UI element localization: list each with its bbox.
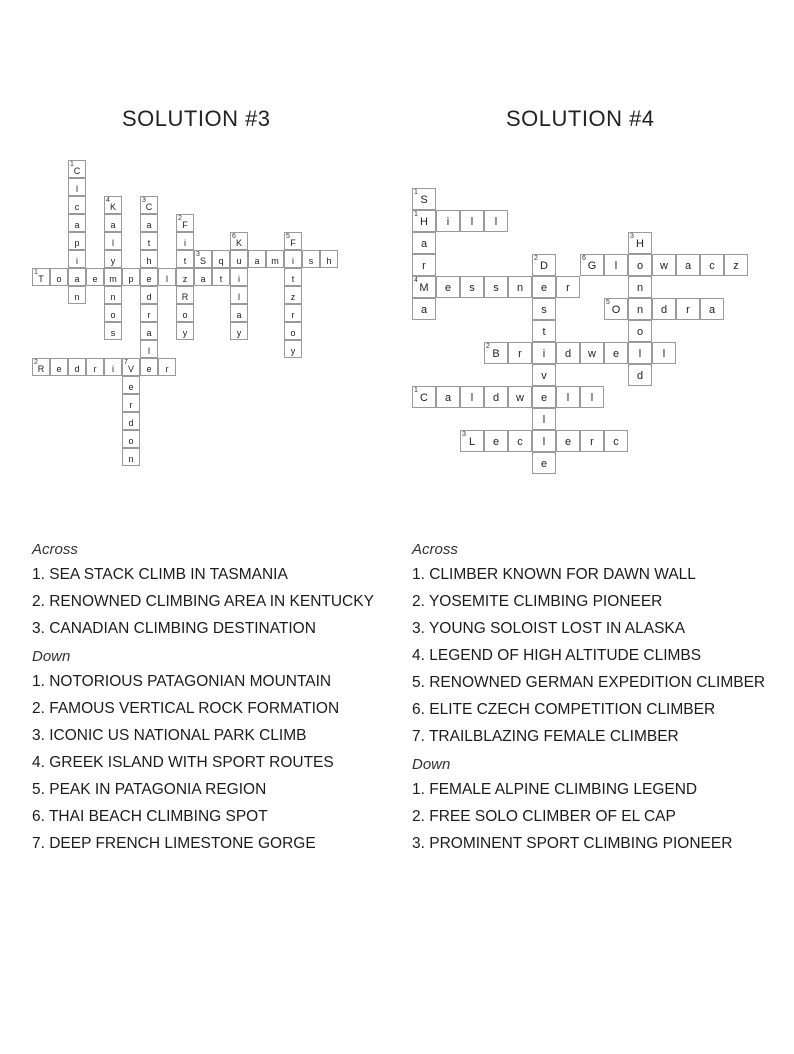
crossword-cell xyxy=(484,342,508,364)
cell-letter: r xyxy=(566,282,570,294)
cell-letter: d xyxy=(74,364,80,374)
cell-letter: r xyxy=(93,364,97,374)
crossword-cell xyxy=(652,254,676,276)
crossword-cell xyxy=(460,430,484,452)
crossword-cell xyxy=(412,386,436,408)
cell-letter: e xyxy=(92,274,98,284)
cell-letter: T xyxy=(38,274,44,284)
across-clue: 3. CANADIAN CLIMBING DESTINATION xyxy=(32,620,316,637)
cell-letter: o xyxy=(182,310,188,320)
clue-number: 4 xyxy=(414,277,418,284)
cell-letter: s xyxy=(469,282,475,294)
cell-letter: d xyxy=(564,348,572,360)
crossword-cell xyxy=(460,386,484,408)
cell-letter: i xyxy=(238,274,240,284)
crossword-cell xyxy=(508,386,532,408)
cell-letter: l xyxy=(76,184,78,194)
cell-letter: o xyxy=(128,436,134,446)
cell-letter: q xyxy=(218,256,224,266)
cell-letter: r xyxy=(518,348,522,360)
across-clue: 1. CLIMBER KNOWN FOR DAWN WALL xyxy=(412,566,696,583)
clue-number: 4 xyxy=(106,197,110,204)
cell-letter: d xyxy=(146,292,152,302)
crossword-cell xyxy=(412,298,436,320)
clue-number: 1 xyxy=(34,269,38,276)
cell-letter: p xyxy=(128,274,134,284)
cell-letter: a xyxy=(444,392,452,404)
cell-letter: l xyxy=(470,392,474,404)
cell-letter: e xyxy=(444,282,452,294)
crossword-cell xyxy=(532,276,556,298)
clue-number: 5 xyxy=(606,299,610,306)
cell-letter: O xyxy=(611,304,621,316)
cell-letter: m xyxy=(271,256,279,266)
clues-solution-4 xyxy=(412,537,772,859)
cell-letter: S xyxy=(199,256,206,266)
cell-letter: z xyxy=(733,260,739,272)
cell-letter: H xyxy=(636,238,644,250)
cell-letter: c xyxy=(74,202,80,212)
cell-letter: e xyxy=(56,364,62,374)
down-clue: 6. THAI BEACH CLIMBING SPOT xyxy=(32,808,268,825)
down-clue: 7. DEEP FRENCH LIMESTONE GORGE xyxy=(32,835,316,852)
crossword-cell xyxy=(676,298,700,320)
cell-letter: c xyxy=(709,260,715,272)
crossword-cell xyxy=(628,276,652,298)
cell-letter: n xyxy=(110,292,116,302)
across-clue: 5. RENOWNED GERMAN EXPEDITION CLIMBER xyxy=(412,674,766,691)
crossword-cell xyxy=(580,254,604,276)
crossword-cell xyxy=(652,342,676,364)
cell-letter: y xyxy=(290,346,296,356)
cell-letter: l xyxy=(590,392,594,404)
crossword-cell xyxy=(532,254,556,276)
cell-letter: a xyxy=(420,304,428,316)
cell-letter: i xyxy=(184,238,186,248)
across-clue: 4. LEGEND OF HIGH ALTITUDE CLIMBS xyxy=(412,647,702,664)
crossword-cell xyxy=(436,276,460,298)
cell-letter: w xyxy=(660,260,668,272)
clue-number: 3 xyxy=(142,197,146,204)
cell-letter: L xyxy=(468,436,476,448)
crossword-cell xyxy=(412,188,436,210)
cell-letter: a xyxy=(110,220,116,230)
crossword-cell xyxy=(412,254,436,276)
crossword-cell xyxy=(628,342,652,364)
cell-letter: s xyxy=(541,304,547,316)
cell-letter: n xyxy=(74,292,80,302)
down-clue: 3. ICONIC US NATIONAL PARK CLIMB xyxy=(32,727,307,744)
crossword-cell xyxy=(556,276,580,298)
clue-number: 2 xyxy=(534,255,538,262)
cell-letter: r xyxy=(422,260,426,272)
cell-letter: M xyxy=(419,282,429,294)
cell-letter: a xyxy=(146,220,152,230)
crossword-cell xyxy=(532,364,556,386)
cell-letter: v xyxy=(541,370,547,382)
clue-number: 3 xyxy=(196,251,200,258)
cell-letter: n xyxy=(516,282,524,294)
cell-letter: w xyxy=(516,392,524,404)
crossword-cell xyxy=(652,298,676,320)
crossword-cell xyxy=(580,342,604,364)
crossword-cell xyxy=(484,386,508,408)
crossword-cell xyxy=(700,254,724,276)
cell-letter: R xyxy=(181,292,189,302)
cell-letter: B xyxy=(492,348,500,360)
clue-number: 7 xyxy=(124,359,128,366)
cell-letter: s xyxy=(110,328,116,338)
cell-letter: e xyxy=(540,392,548,404)
across-clue: 7. TRAILBLAZING FEMALE CLIMBER xyxy=(412,728,679,745)
cell-letter: a xyxy=(200,274,206,284)
crossword-cell xyxy=(460,276,484,298)
clue-number: 3 xyxy=(462,431,466,438)
cell-letter: C xyxy=(73,166,81,176)
crossword-cell xyxy=(604,298,628,320)
crossword-cell xyxy=(508,342,532,364)
clues-solution-3 xyxy=(32,537,377,859)
clue-number: 1 xyxy=(70,161,74,168)
cell-letter: r xyxy=(129,400,133,410)
crossword-cell xyxy=(436,210,460,232)
cell-letter: c xyxy=(613,436,619,448)
cell-letter: e xyxy=(564,436,572,448)
cell-letter: a xyxy=(254,256,260,266)
clue-number: 6 xyxy=(582,255,586,262)
cell-letter: u xyxy=(236,256,242,266)
cell-letter: e xyxy=(612,348,620,360)
cell-letter: a xyxy=(236,310,242,320)
cell-letter: z xyxy=(182,274,188,284)
cell-letter: t xyxy=(291,274,295,284)
cell-letter: e xyxy=(492,436,500,448)
cell-letter: r xyxy=(686,304,690,316)
cell-letter: S xyxy=(420,194,428,206)
cell-letter: d xyxy=(660,304,668,316)
cell-letter: F xyxy=(290,238,296,248)
cell-letter: c xyxy=(517,436,523,448)
cell-letter: R xyxy=(37,364,45,374)
cell-letter: l xyxy=(238,292,240,302)
clue-number: 6 xyxy=(232,233,236,240)
cell-letter: s xyxy=(308,256,314,266)
crossword-cell xyxy=(628,320,652,342)
cell-letter: K xyxy=(235,238,242,248)
cell-letter: a xyxy=(74,220,80,230)
cell-letter: t xyxy=(147,238,151,248)
cell-letter: i xyxy=(446,216,450,228)
crossword-cell xyxy=(484,276,508,298)
cell-letter: a xyxy=(684,260,692,272)
cell-letter: o xyxy=(636,326,644,338)
crossword-cell xyxy=(412,232,436,254)
cell-letter: C xyxy=(145,202,153,212)
crossword-cell xyxy=(532,298,556,320)
crossword-cell xyxy=(412,210,436,232)
cell-letter: r xyxy=(147,310,151,320)
cell-letter: n xyxy=(636,282,644,294)
crossword-cell xyxy=(412,276,436,298)
crossword-cell xyxy=(628,232,652,254)
cell-letter: l xyxy=(494,216,498,228)
cell-letter: n xyxy=(636,304,644,316)
cell-letter: y xyxy=(110,256,116,266)
clue-number: 3 xyxy=(630,233,634,240)
cell-letter: p xyxy=(74,238,80,248)
down-heading: Down xyxy=(412,756,451,773)
cell-letter: i xyxy=(292,256,294,266)
cell-letter: d xyxy=(128,418,134,428)
cell-letter: o xyxy=(636,260,644,272)
cell-letter: e xyxy=(146,274,152,284)
clue-number: 2 xyxy=(34,359,38,366)
cell-letter: D xyxy=(540,260,548,272)
cell-letter: e xyxy=(128,382,134,392)
crossword-cell xyxy=(604,342,628,364)
crossword-cell xyxy=(508,430,532,452)
crossword-cell xyxy=(436,386,460,408)
clue-number: 1 xyxy=(414,189,418,196)
down-heading: Down xyxy=(32,648,71,665)
crossword-cell xyxy=(556,386,580,408)
cell-letter: m xyxy=(109,274,117,284)
cell-letter: l xyxy=(662,348,666,360)
clue-number: 2 xyxy=(178,215,182,222)
cell-letter: t xyxy=(219,274,223,284)
crossword-cell xyxy=(580,430,604,452)
cell-letter: t xyxy=(542,326,546,338)
cell-letter: a xyxy=(420,238,428,250)
cell-letter: V xyxy=(127,364,134,374)
cell-letter: o xyxy=(56,274,62,284)
cell-letter: i xyxy=(112,364,114,374)
crossword-cell xyxy=(604,430,628,452)
cell-letter: a xyxy=(146,328,152,338)
cell-letter: H xyxy=(420,216,428,228)
crossword-cell xyxy=(484,430,508,452)
cell-letter: l xyxy=(542,414,546,426)
solution-3-title: SOLUTION #3 xyxy=(122,106,271,131)
cell-letter: C xyxy=(420,392,428,404)
cell-letter: d xyxy=(492,392,500,404)
cell-letter: r xyxy=(165,364,169,374)
crossword-cell xyxy=(556,430,580,452)
across-clue-list xyxy=(32,563,377,641)
cell-letter: i xyxy=(76,256,78,266)
crossword-cell xyxy=(532,408,556,430)
cell-letter: e xyxy=(540,282,548,294)
crossword-cell xyxy=(628,298,652,320)
cell-letter: t xyxy=(183,256,187,266)
crossword-cell xyxy=(724,254,748,276)
crossword-cell xyxy=(532,342,556,364)
solution-4-title: SOLUTION #4 xyxy=(506,106,655,131)
crossword-cell xyxy=(532,452,556,474)
cell-letter: F xyxy=(182,220,188,230)
cell-letter: l xyxy=(638,348,642,360)
cell-letter: r xyxy=(291,310,295,320)
cell-letter: y xyxy=(182,328,188,338)
across-clue: 2. YOSEMITE CLIMBING PIONEER xyxy=(412,593,663,610)
cell-letter: s xyxy=(493,282,499,294)
clue-number: 5 xyxy=(286,233,290,240)
down-clue: 5. PEAK IN PATAGONIA REGION xyxy=(32,781,267,798)
crossword-cell xyxy=(700,298,724,320)
crossword-cell xyxy=(460,210,484,232)
cell-letter: d xyxy=(636,370,644,382)
cell-letter: l xyxy=(166,274,168,284)
cell-letter: o xyxy=(290,328,296,338)
cell-letter: l xyxy=(542,436,546,448)
cell-letter: l xyxy=(470,216,474,228)
across-clue-list xyxy=(412,563,772,749)
clue-number: 1 xyxy=(414,211,418,218)
crossword-cell xyxy=(628,364,652,386)
across-heading: Across xyxy=(412,541,458,558)
crossword-cell xyxy=(556,342,580,364)
cell-letter: n xyxy=(128,454,134,464)
crossword-cell xyxy=(532,386,556,408)
down-clue: 4. GREEK ISLAND WITH SPORT ROUTES xyxy=(32,754,334,771)
cell-letter: y xyxy=(236,328,242,338)
cell-letter: l xyxy=(566,392,570,404)
cell-letter: e xyxy=(146,364,152,374)
crossword-cell xyxy=(580,386,604,408)
crossword-cell xyxy=(484,210,508,232)
cell-letter: o xyxy=(110,310,116,320)
crossword-cell xyxy=(532,320,556,342)
cell-letter: l xyxy=(112,238,114,248)
down-clue: 2. FREE SOLO CLIMBER OF EL CAP xyxy=(412,808,676,825)
cell-letter: l xyxy=(614,260,618,272)
cell-letter: r xyxy=(590,436,594,448)
down-clue: 1. FEMALE ALPINE CLIMBING LEGEND xyxy=(412,781,698,798)
down-clue-list xyxy=(412,778,772,856)
cell-letter: K xyxy=(109,202,116,212)
across-clue: 3. YOUNG SOLOIST LOST IN ALASKA xyxy=(412,620,686,637)
cell-letter: l xyxy=(148,346,150,356)
across-clue: 2. RENOWNED CLIMBING AREA IN KENTUCKY xyxy=(32,593,374,610)
across-heading: Across xyxy=(32,541,78,558)
across-clue: 1. SEA STACK CLIMB IN TASMANIA xyxy=(32,566,288,583)
cell-letter: G xyxy=(587,260,597,272)
cell-letter: w xyxy=(588,348,596,360)
cell-letter: h xyxy=(326,256,332,266)
cell-letter: h xyxy=(146,256,152,266)
cell-letter: z xyxy=(290,292,296,302)
crossword-cell xyxy=(532,430,556,452)
down-clue-list xyxy=(32,670,377,856)
clue-number: 1 xyxy=(414,387,418,394)
cell-letter: i xyxy=(542,348,546,360)
cell-letter: a xyxy=(708,304,716,316)
down-clue: 3. PROMINENT SPORT CLIMBING PIONEER xyxy=(412,835,733,852)
clue-number: 2 xyxy=(486,343,490,350)
cell-letter: a xyxy=(74,274,80,284)
cell-letter: e xyxy=(540,458,548,470)
crossword-cell xyxy=(676,254,700,276)
crossword-cell xyxy=(628,254,652,276)
down-clue: 1. NOTORIOUS PATAGONIAN MOUNTAIN xyxy=(32,673,332,690)
crossword-cell xyxy=(604,254,628,276)
down-clue: 2. FAMOUS VERTICAL ROCK FORMATION xyxy=(32,700,340,717)
across-clue: 6. ELITE CZECH COMPETITION CLIMBER xyxy=(412,701,716,718)
crossword-cell xyxy=(508,276,532,298)
